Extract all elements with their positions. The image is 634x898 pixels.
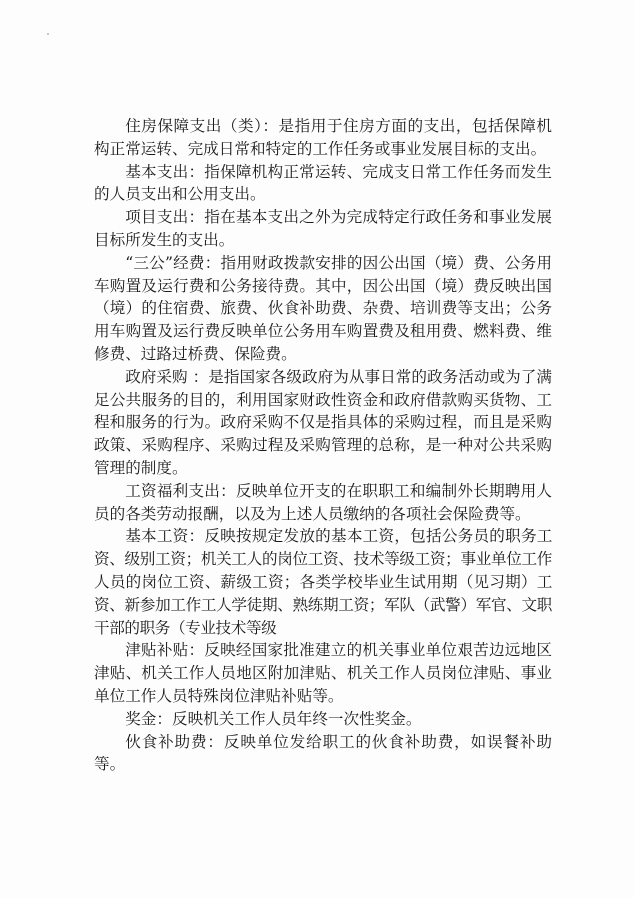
paragraph-basic-expenditure: 基本支出：指保障机构正常运转、完成支日常工作任务而发生的人员支出和公用支出。: [94, 162, 552, 204]
document-body: [94, 115, 552, 776]
scan-speck: [47, 33, 49, 35]
paragraph-housing-expenditure: 住房保障支出（类）：是指用于住房方面的支出，包括保障机构正常运转、完成日常和特定的工作任务或事业发展目标的支出。: [94, 117, 552, 158]
paragraph-basic-wages: 基本工资：反映按规定发放的基本工资，包括公务员的职务工资、级别工资；机关工人的岗位工资、技术等级工资；事业单位工作人员的岗位工资、薪级工资；各类学校毕业生试用期（见习期）工资、新参加工作工人学徒期、熟练期工资；军队（武警）军官、文职干部的职务（专业技术等级: [94, 527, 552, 637]
paragraph-project-expenditure: 项目支出：指在基本支出之外为完成特定行政任务和事业发展目标所发生的支出。: [94, 208, 552, 249]
paragraph-bonus: 奖金：反映机关工作人员年终一次性奖金。: [125, 709, 422, 728]
paragraph-allowances: 津贴补贴：反映经国家批准建立的机关事业单位艰苦边远地区津贴、机关工作人员地区附加津贴、机关工作人员岗位津贴、事业单位工作人员特殊岗位津贴补贴等。: [94, 641, 552, 705]
paragraph-government-procurement: 政府采购 ：是指国家各级政府为从事日常的政务活动或为了满足公共服务的目的，利用国家财政性资金和政府借款购买货物、工程和服务的行为。政府采购不仅是指具体的采购过程，而且是采购政策、采购程序、采购过程及采购管理的总称，是一种对公共采购管理的制度。: [94, 367, 552, 477]
paragraph-three-public-funds: “三公”经费：指用财政拨款安排的因公出国（境）费、公务用车购置及运行费和公务接待费。其中，因公出国（境）费反映出国（境）的住宿费、旅费、伙食补助费、杂费、培训费等支出；公务用车购置及运行费反映单位公务用车购置费及租用费、燃料费、维修费、过路过桥费、保险费。: [94, 253, 552, 363]
paragraph-meal-allowance: 伙食补助费：反映单位发给职工的伙食补助费，如误餐补助等。: [94, 732, 552, 774]
paragraph-wages-welfare: 工资福利支出：反映单位开支的在职职工和编制外长期聘用人员的各类劳动报酬，以及为上述人员缴纳的各项社会保险费等。: [94, 481, 552, 523]
